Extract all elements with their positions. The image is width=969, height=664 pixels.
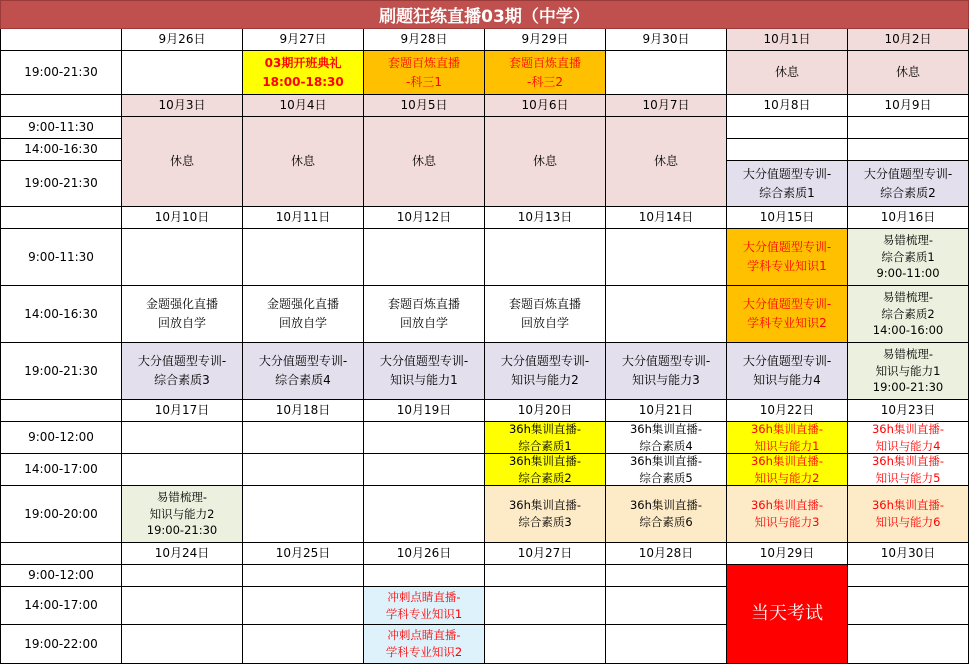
time-slot-label: 19:00-22:00 xyxy=(0,625,122,664)
session-cell: 36h集训直播- 知识与能力2 xyxy=(727,454,848,486)
date-header: 10月12日 xyxy=(364,207,485,229)
date-header: 10月18日 xyxy=(243,400,364,422)
empty-cell xyxy=(243,486,364,543)
session-cell: 36h集训直播- 综合素质2 xyxy=(485,454,606,486)
date-header: 10月5日 xyxy=(364,95,485,117)
session-cell: 金题强化直播 回放自学 xyxy=(243,286,364,343)
time-slot-label: 19:00-21:30 xyxy=(0,343,122,400)
session-cell: 套题百炼直播 -科三1 xyxy=(364,51,485,95)
empty-cell xyxy=(122,422,243,454)
date-header: 10月28日 xyxy=(606,543,727,565)
date-header: 9月29日 xyxy=(485,29,606,51)
page-title: 刷题狂练直播03期（中学） xyxy=(0,0,969,29)
date-header: 10月6日 xyxy=(485,95,606,117)
time-slot-label: 14:00-17:00 xyxy=(0,587,122,625)
date-header: 10月23日 xyxy=(848,400,969,422)
empty-cell xyxy=(848,117,969,139)
date-header: 10月26日 xyxy=(364,543,485,565)
date-header: 10月10日 xyxy=(122,207,243,229)
session-cell: 大分值题型专训- 知识与能力4 xyxy=(727,343,848,400)
session-cell: 36h集训直播- 综合素质6 xyxy=(606,486,727,543)
session-cell: 大分值题型专训- 知识与能力3 xyxy=(606,343,727,400)
empty-cell xyxy=(485,229,606,286)
session-cell: 休息 xyxy=(606,117,727,207)
session-cell: 36h集训直播- 知识与能力6 xyxy=(848,486,969,543)
time-slot-label: 14:00-16:30 xyxy=(0,139,122,161)
empty-cell xyxy=(606,625,727,664)
session-cell: 易错梳理- 知识与能力1 19:00-21:30 xyxy=(848,343,969,400)
session-cell: 03期开班典礼 18:00-18:30 xyxy=(243,51,364,95)
corner-cell xyxy=(0,400,122,422)
date-header: 10月1日 xyxy=(727,29,848,51)
empty-cell xyxy=(122,229,243,286)
session-cell: 大分值题型专训- 知识与能力2 xyxy=(485,343,606,400)
date-header: 10月17日 xyxy=(122,400,243,422)
date-header: 10月21日 xyxy=(606,400,727,422)
session-cell: 易错梳理- 知识与能力2 19:00-21:30 xyxy=(122,486,243,543)
session-cell: 大分值题型专训- 综合素质4 xyxy=(243,343,364,400)
exam-day-cell: 当天考试 xyxy=(727,565,848,664)
empty-cell xyxy=(848,565,969,587)
session-cell: 金题强化直播 回放自学 xyxy=(122,286,243,343)
empty-cell xyxy=(243,587,364,625)
session-cell: 大分值题型专训- 学科专业知识1 xyxy=(727,229,848,286)
date-header: 10月30日 xyxy=(848,543,969,565)
date-header: 10月15日 xyxy=(727,207,848,229)
date-header: 10月13日 xyxy=(485,207,606,229)
empty-cell xyxy=(727,117,848,139)
session-cell: 休息 xyxy=(485,117,606,207)
session-cell: 大分值题型专训- 综合素质3 xyxy=(122,343,243,400)
date-header: 10月9日 xyxy=(848,95,969,117)
date-header: 9月27日 xyxy=(243,29,364,51)
session-cell: 休息 xyxy=(243,117,364,207)
session-cell: 36h集训直播- 综合素质5 xyxy=(606,454,727,486)
empty-cell xyxy=(243,422,364,454)
session-cell: 36h集训直播- 知识与能力1 xyxy=(727,422,848,454)
time-slot-label: 9:00-11:30 xyxy=(0,229,122,286)
session-cell: 冲刺点睛直播- 学科专业知识1 xyxy=(364,587,485,625)
time-slot-label: 9:00-12:00 xyxy=(0,565,122,587)
session-cell: 36h集训直播- 知识与能力5 xyxy=(848,454,969,486)
session-cell: 休息 xyxy=(122,117,243,207)
empty-cell xyxy=(485,565,606,587)
date-header: 10月19日 xyxy=(364,400,485,422)
session-cell: 大分值题型专训- 知识与能力1 xyxy=(364,343,485,400)
time-slot-label: 9:00-12:00 xyxy=(0,422,122,454)
session-cell: 36h集训直播- 综合素质4 xyxy=(606,422,727,454)
date-header: 10月11日 xyxy=(243,207,364,229)
empty-cell xyxy=(848,139,969,161)
empty-cell xyxy=(364,565,485,587)
time-slot-label: 19:00-21:30 xyxy=(0,51,122,95)
time-slot-label: 19:00-21:30 xyxy=(0,161,122,207)
empty-cell xyxy=(364,486,485,543)
empty-cell xyxy=(122,587,243,625)
date-header: 9月26日 xyxy=(122,29,243,51)
empty-cell xyxy=(485,625,606,664)
empty-cell xyxy=(848,625,969,664)
empty-cell xyxy=(243,454,364,486)
empty-cell xyxy=(606,565,727,587)
session-cell: 大分值题型专训- 学科专业知识2 xyxy=(727,286,848,343)
session-cell: 套题百炼直播 -科三2 xyxy=(485,51,606,95)
session-cell: 大分值题型专训- 综合素质2 xyxy=(848,161,969,207)
session-cell: 休息 xyxy=(727,51,848,95)
empty-cell xyxy=(606,229,727,286)
session-cell: 大分值题型专训- 综合素质1 xyxy=(727,161,848,207)
date-header: 10月7日 xyxy=(606,95,727,117)
date-header: 10月14日 xyxy=(606,207,727,229)
date-header: 10月29日 xyxy=(727,543,848,565)
date-header: 10月24日 xyxy=(122,543,243,565)
session-cell: 易错梳理- 综合素质2 14:00-16:00 xyxy=(848,286,969,343)
date-header: 10月27日 xyxy=(485,543,606,565)
date-header: 10月22日 xyxy=(727,400,848,422)
session-cell: 36h集训直播- 知识与能力4 xyxy=(848,422,969,454)
empty-cell xyxy=(122,565,243,587)
session-cell: 休息 xyxy=(848,51,969,95)
corner-cell xyxy=(0,207,122,229)
empty-cell xyxy=(122,51,243,95)
date-header: 10月20日 xyxy=(485,400,606,422)
time-slot-label: 14:00-16:30 xyxy=(0,286,122,343)
time-slot-label: 14:00-17:00 xyxy=(0,454,122,486)
date-header: 10月16日 xyxy=(848,207,969,229)
date-header: 10月2日 xyxy=(848,29,969,51)
time-slot-label: 19:00-20:00 xyxy=(0,486,122,543)
session-cell: 36h集训直播- 知识与能力3 xyxy=(727,486,848,543)
empty-cell xyxy=(727,139,848,161)
date-header: 10月8日 xyxy=(727,95,848,117)
empty-cell xyxy=(485,587,606,625)
time-slot-label: 9:00-11:30 xyxy=(0,117,122,139)
corner-cell xyxy=(0,543,122,565)
session-cell: 套题百炼直播 回放自学 xyxy=(485,286,606,343)
date-header: 10月3日 xyxy=(122,95,243,117)
date-header: 9月30日 xyxy=(606,29,727,51)
date-header: 9月28日 xyxy=(364,29,485,51)
empty-cell xyxy=(243,229,364,286)
empty-cell xyxy=(606,51,727,95)
empty-cell xyxy=(364,229,485,286)
empty-cell xyxy=(243,565,364,587)
date-header: 10月4日 xyxy=(243,95,364,117)
session-cell: 36h集训直播- 综合素质3 xyxy=(485,486,606,543)
session-cell: 冲刺点睛直播- 学科专业知识2 xyxy=(364,625,485,664)
session-cell: 36h集训直播- 综合素质1 xyxy=(485,422,606,454)
corner-cell xyxy=(0,95,122,117)
empty-cell xyxy=(606,286,727,343)
empty-cell xyxy=(364,422,485,454)
date-header: 10月25日 xyxy=(243,543,364,565)
session-cell: 休息 xyxy=(364,117,485,207)
empty-cell xyxy=(122,454,243,486)
corner-cell xyxy=(0,29,122,51)
empty-cell xyxy=(122,625,243,664)
session-cell: 易错梳理- 综合素质1 9:00-11:00 xyxy=(848,229,969,286)
empty-cell xyxy=(848,587,969,625)
empty-cell xyxy=(606,587,727,625)
empty-cell xyxy=(364,454,485,486)
session-cell: 套题百炼直播 回放自学 xyxy=(364,286,485,343)
empty-cell xyxy=(243,625,364,664)
